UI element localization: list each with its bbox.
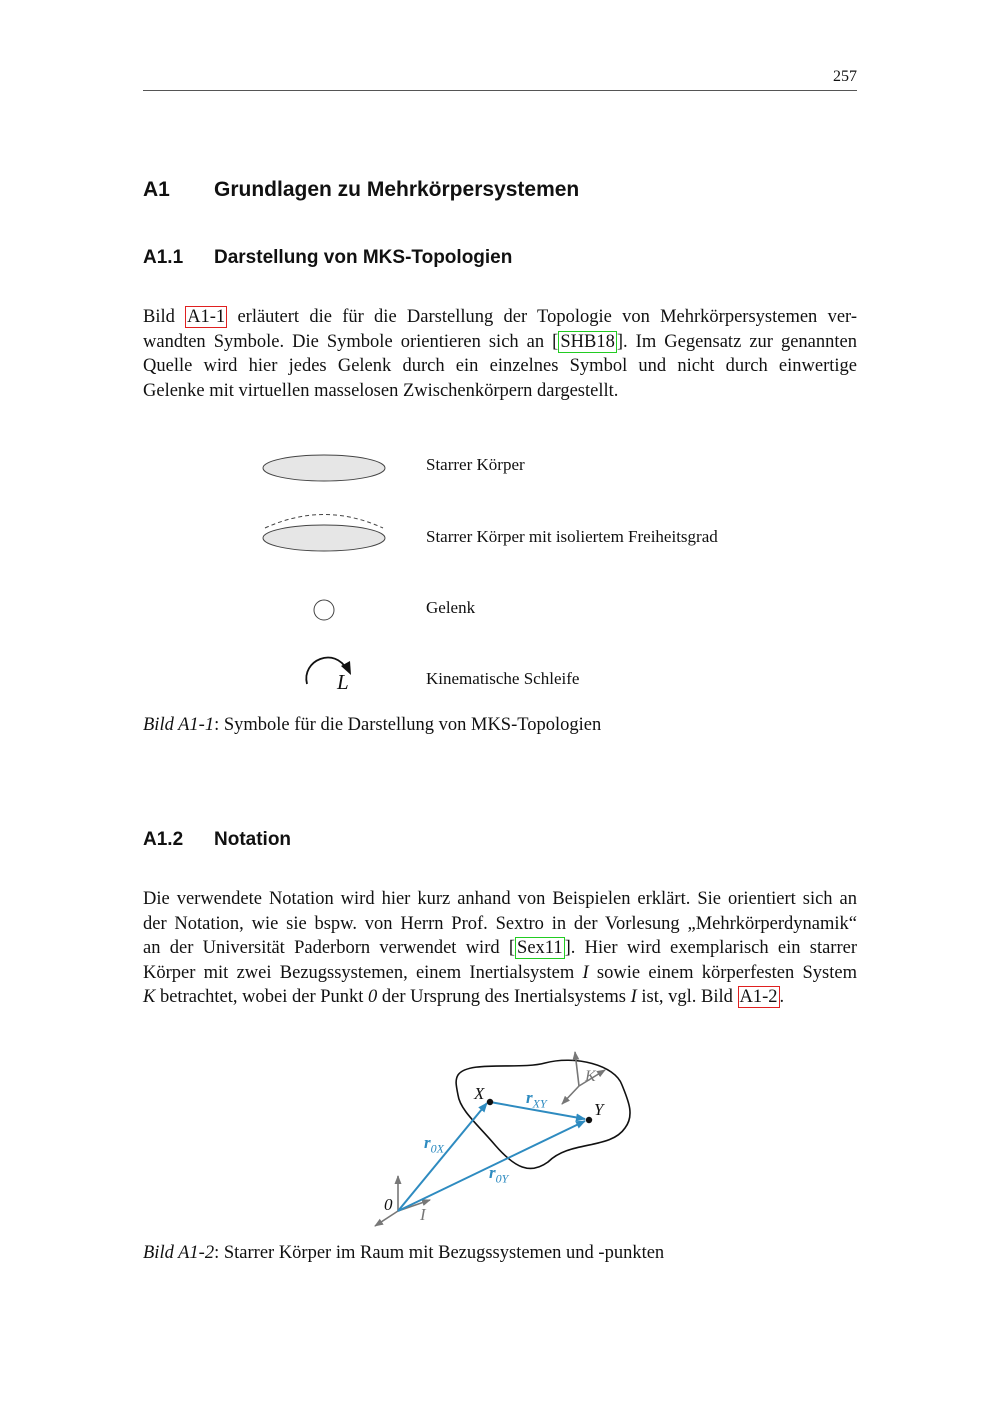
figure-ref-link-a1-1[interactable]: A1-1	[187, 307, 226, 327]
text: sowie einem körperfesten System	[588, 962, 857, 983]
text: an der Universität Paderborn verwendet wird [	[143, 938, 516, 958]
text: Körper mit zwei Bezugssystemen, einem Inertialsystem	[143, 962, 583, 983]
legend-label-joint: Gelenk	[426, 598, 476, 617]
point-y-dot	[586, 1117, 592, 1123]
vector-subscript: 0X	[430, 1141, 444, 1156]
text: Bild	[143, 307, 186, 327]
section-title-a1: Grundlagen zu Mehrkörpersystemen	[214, 178, 580, 201]
loop-symbol-letter: L	[337, 670, 349, 694]
paragraph-line: Quelle wird hier jedes Gelenk durch ein einzelnes Symbol und nicht durch einwertige	[143, 356, 857, 376]
legend-label-rigid-body: Starrer Körper	[426, 455, 525, 474]
section-title-a1-1: Darstellung von MKS-Topologien	[214, 247, 513, 268]
text: wandten Symbole. Die Symbole orientieren sich an [	[143, 331, 559, 352]
math-symbol: K	[143, 987, 156, 1007]
vector-rxy-label	[526, 1088, 547, 1111]
text: ]. Im Gegensatz zur genannten	[616, 331, 857, 352]
text: ist, vgl. Bild	[636, 987, 738, 1007]
section-title-a1-2: Notation	[214, 829, 292, 850]
vector-subscript: XY	[532, 1096, 547, 1111]
vector-r0y-label	[489, 1163, 508, 1186]
point-x-label: X	[474, 1084, 485, 1103]
vector-symbol: r	[526, 1088, 533, 1107]
inertial-frame-label: I	[420, 1205, 426, 1224]
page-number: 257	[833, 68, 857, 85]
body-frame-label: K	[585, 1068, 596, 1085]
section-number-a1: A1	[143, 178, 170, 201]
text: betrachtet, wobei der Punkt	[155, 987, 369, 1007]
vector-r0x	[398, 1103, 487, 1211]
text: der Ursprung des Inertialsystems	[377, 987, 631, 1007]
paragraph-line: Die verwendete Notation wird hier kurz anhand von Beispielen erklärt. Sie orientiert sich an	[143, 889, 857, 909]
vector-r0x-label	[424, 1133, 444, 1156]
legend-label-rigid-body-dof: Starrer Körper mit isoliertem Freiheitsgrad	[426, 527, 718, 546]
vector-subscript: 0Y	[495, 1171, 509, 1186]
text: .	[779, 987, 785, 1007]
vector-symbol: r	[489, 1163, 496, 1182]
math-symbol: I	[582, 962, 589, 983]
figure-ref-link-a1-2[interactable]: A1-2	[739, 987, 778, 1007]
caption-label: Bild A1-2	[143, 1243, 215, 1263]
citation-link-sex11[interactable]: Sex11	[517, 938, 563, 958]
rigid-body-outline	[456, 1060, 630, 1168]
figure-caption-a1-2	[143, 1243, 664, 1264]
origin-label: 0	[384, 1195, 393, 1214]
math-symbol: 0	[368, 987, 378, 1007]
math-symbol: I	[630, 987, 637, 1007]
point-y-label: Y	[594, 1100, 604, 1119]
section-number-a1-2: A1.2	[143, 829, 184, 850]
caption-label: Bild A1-1	[143, 715, 215, 735]
paragraph-line: Gelenke mit virtuellen masselosen Zwischenkörpern dargestellt.	[143, 380, 619, 401]
vector-symbol: r	[424, 1133, 431, 1152]
caption-text: : Starrer Körper im Raum mit Bezugssystemen und -punkten	[214, 1243, 665, 1263]
text: ]. Hier wird exemplarisch ein starrer	[564, 938, 857, 958]
point-x-dot	[487, 1099, 493, 1105]
citation-link-shb18[interactable]: SHB18	[560, 331, 615, 352]
paragraph-line: der Notation, wie sie bspw. von Herrn Prof. Sextro in der Vorlesung „Mehrkörperdynamik“	[143, 913, 857, 934]
section-number-a1-1: A1.1	[143, 247, 184, 268]
text: erläutert die für die Darstellung der Topologie von Mehrkörpersystemen ver-	[227, 307, 857, 327]
caption-text: : Symbole für die Darstellung von MKS-Topologien	[214, 715, 602, 735]
legend-label-kinematic-loop: Kinematische Schleife	[426, 669, 580, 688]
